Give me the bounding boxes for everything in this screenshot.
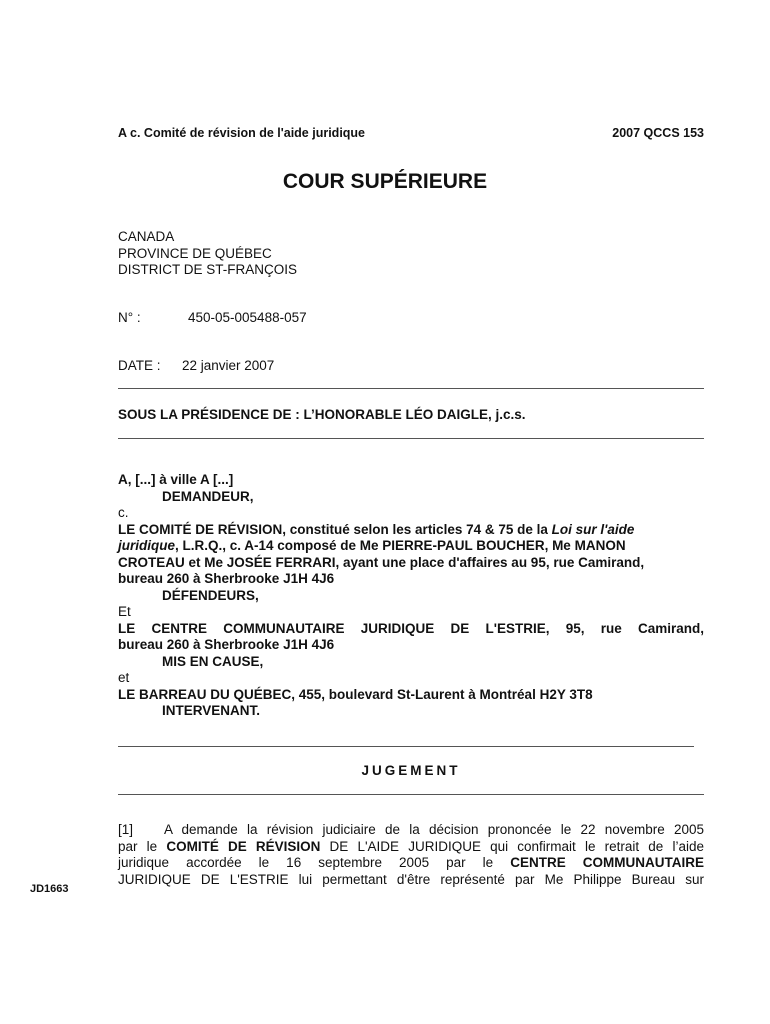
defendant-line: CROTEAU et Me JOSÉE FERRARI, ayant une place d'affaires au 95, rue Camirand,	[118, 554, 645, 570]
defendant-line: bureau 260 à Sherbrooke J1H 4J6	[118, 571, 335, 586]
defendant-line: LE COMITÉ DE RÉVISION, constitué selon les articles 74 & 75 de la Loi sur l'aide	[118, 521, 635, 537]
presiding-judge: SOUS LA PRÉSIDENCE DE : L’HONORABLE LÉO DAIGLE, j.c.s.	[118, 407, 526, 422]
divider	[118, 438, 704, 439]
defendant-role: DÉFENDEURS,	[162, 587, 259, 603]
paragraph-number: [1]	[118, 822, 134, 837]
file-number-label: N° :	[118, 310, 141, 325]
intervenant-role: INTERVENANT.	[162, 703, 261, 718]
plaintiff-name: A, [...] à ville A [...]	[118, 472, 234, 487]
paragraph-line: [1] A demande la révision judiciaire de la décision prononcée le 22 novembre 2005	[118, 822, 704, 837]
defendant-line: juridique, L.R.Q., c. A-14 composé de Me PIERRE-PAUL BOUCHER, Me MANON	[118, 538, 626, 553]
divider	[118, 794, 704, 795]
intervenant-line: LE BARREAU DU QUÉBEC, 455, boulevard St-Laurent à Montréal H2Y 3T8	[118, 686, 593, 702]
mis-en-cause-line: LE CENTRE COMMUNAUTAIRE JURIDIQUE DE L'ESTRIE, 95, rue Camirand,	[118, 620, 704, 636]
district: DISTRICT DE ST-FRANÇOIS	[118, 262, 298, 277]
court-title: COUR SUPÉRIEURE	[282, 170, 488, 193]
paragraph-line: juridique accordée le 16 septembre 2005 par le CENTRE COMMUNAUTAIRE	[118, 855, 704, 870]
mis-en-cause-line: bureau 260 à Sherbrooke J1H 4J6	[118, 637, 335, 652]
paragraph-1	[118, 822, 704, 888]
date-value: 22 janvier 2007	[182, 358, 275, 373]
paragraph-line: par le COMITÉ DE RÉVISION DE L'AIDE JURIDIQUE qui confirmait le retrait de l’aide	[118, 838, 704, 854]
conjunction: et	[118, 670, 130, 685]
date-label: DATE :	[118, 358, 161, 373]
conjunction: Et	[118, 604, 131, 619]
case-name: A c. Comité de révision de l'aide juridique	[118, 126, 366, 140]
mis-en-cause-role: MIS EN CAUSE,	[162, 653, 264, 669]
versus: c.	[118, 505, 129, 520]
jurisdiction-block	[118, 229, 297, 279]
country: CANADA	[118, 229, 175, 244]
judgment-heading: JUGEMENT	[361, 763, 461, 778]
plaintiff-role: DEMANDEUR,	[162, 488, 254, 504]
paragraph-line: JURIDIQUE DE L'ESTRIE lui permettant d'être représenté par Me Philippe Bureau sur	[118, 871, 704, 887]
divider	[118, 388, 704, 389]
citation: 2007 QCCS 153	[612, 126, 704, 140]
document-code: JD1663	[30, 883, 69, 895]
parties-block	[118, 472, 704, 720]
province: PROVINCE DE QUÉBEC	[118, 245, 272, 261]
divider	[118, 746, 694, 747]
file-number: 450-05-005488-057	[188, 310, 307, 325]
